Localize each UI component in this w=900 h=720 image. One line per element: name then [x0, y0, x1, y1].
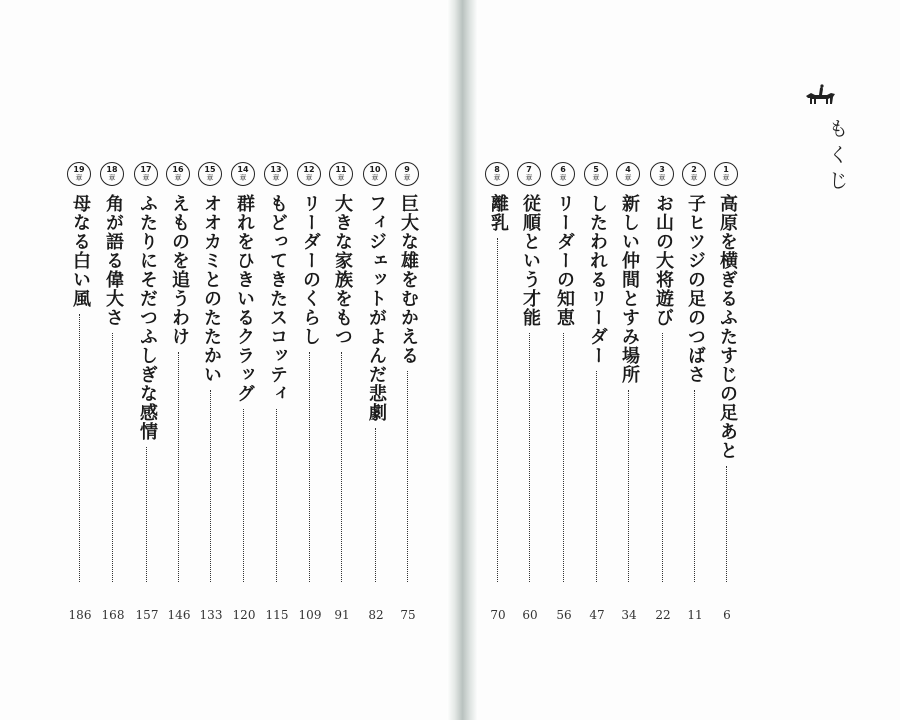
toc-entry[interactable]	[229, 162, 259, 622]
chapter-unit: 章	[239, 174, 247, 182]
chapter-unit: 章	[559, 174, 567, 182]
chapter-title: リーダーの知恵	[554, 194, 575, 327]
chapter-badge	[264, 162, 288, 186]
toc-entry[interactable]	[132, 162, 162, 622]
chapter-badge	[485, 162, 509, 186]
dot-leader	[276, 409, 277, 582]
page-number: 120	[232, 608, 256, 622]
toc-entry[interactable]	[65, 162, 95, 622]
chapter-badge	[714, 162, 738, 186]
book-gutter	[447, 0, 478, 720]
chapter-badge	[616, 162, 640, 186]
chapter-badge	[551, 162, 575, 186]
chapter-title: リーダーのくらし	[300, 194, 321, 346]
page-number: 115	[265, 608, 289, 622]
chapter-number: 4	[625, 165, 631, 174]
chapter-unit: 章	[108, 174, 116, 182]
chapter-number: 2	[691, 165, 697, 174]
chapter-number: 13	[270, 165, 282, 174]
toc-entry[interactable]	[196, 162, 226, 622]
chapter-title: 従順という才能	[520, 194, 541, 327]
chapter-unit: 章	[75, 174, 83, 182]
chapter-number: 10	[369, 165, 381, 174]
chapter-unit: 章	[493, 174, 501, 182]
chapter-title: オオカミとのたたかい	[201, 194, 222, 384]
toc-entry[interactable]	[393, 162, 423, 622]
contents-heading: もくじ	[825, 118, 849, 196]
dot-leader	[529, 333, 530, 582]
toc-entry[interactable]	[295, 162, 325, 622]
dot-leader	[628, 390, 629, 582]
dot-leader	[407, 371, 408, 582]
chapter-title: 高原を横ぎるふたすじの足あと	[717, 194, 738, 460]
page-number: 146	[167, 608, 191, 622]
chapter-number: 16	[172, 165, 184, 174]
chapter-title: 母なる白い風	[70, 194, 91, 308]
page-number: 168	[101, 608, 125, 622]
chapter-unit: 章	[722, 174, 730, 182]
chapter-unit: 章	[403, 174, 411, 182]
chapter-number: 9	[404, 165, 410, 174]
toc-entry[interactable]	[515, 162, 545, 622]
page-number: 109	[298, 608, 322, 622]
chapter-title: 群れをひきいるクラッグ	[234, 194, 255, 403]
dot-leader	[178, 352, 179, 582]
toc-entry[interactable]	[549, 162, 579, 622]
chapter-number: 18	[106, 165, 118, 174]
chapter-unit: 章	[206, 174, 214, 182]
dot-leader	[726, 466, 727, 582]
page-number: 60	[522, 608, 538, 622]
page-number: 34	[621, 608, 637, 622]
chapter-badge	[198, 162, 222, 186]
page-number: 75	[400, 608, 416, 622]
toc-entry[interactable]	[327, 162, 357, 622]
chapter-number: 1	[723, 165, 729, 174]
chapter-number: 19	[73, 165, 85, 174]
chapter-number: 7	[526, 165, 532, 174]
chapter-unit: 章	[174, 174, 182, 182]
toc-entry[interactable]	[712, 162, 742, 622]
chapter-number: 12	[303, 165, 315, 174]
chapter-badge	[363, 162, 387, 186]
toc-entry[interactable]	[483, 162, 513, 622]
chapter-title: 大きな家族をもつ	[332, 194, 353, 346]
chapter-badge	[231, 162, 255, 186]
chapter-title: 角が語る偉大さ	[103, 194, 124, 327]
chapter-unit: 章	[272, 174, 280, 182]
toc-entry[interactable]	[98, 162, 128, 622]
horse-rider-icon	[803, 84, 837, 114]
chapter-number: 14	[237, 165, 249, 174]
page-number: 6	[723, 608, 731, 622]
dot-leader	[112, 333, 113, 582]
chapter-badge	[166, 162, 190, 186]
dot-leader	[497, 238, 498, 582]
chapter-number: 15	[204, 165, 216, 174]
chapter-number: 5	[593, 165, 599, 174]
dot-leader	[210, 390, 211, 582]
chapter-unit: 章	[371, 174, 379, 182]
chapter-title: したわれるリーダー	[587, 194, 608, 365]
chapter-title: ふたりにそだつふしぎな感情	[137, 194, 158, 441]
chapter-title: 離乳	[488, 194, 509, 232]
dot-leader	[243, 409, 244, 582]
chapter-badge	[100, 162, 124, 186]
toc-entry[interactable]	[262, 162, 292, 622]
chapter-title: 新しい仲間とすみ場所	[619, 194, 640, 384]
chapter-badge	[682, 162, 706, 186]
chapter-unit: 章	[624, 174, 632, 182]
dot-leader	[694, 390, 695, 582]
chapter-number: 11	[335, 165, 347, 174]
page-number: 47	[589, 608, 605, 622]
page-number: 133	[199, 608, 223, 622]
chapter-title: フィジェットがよんだ悲劇	[366, 194, 387, 422]
chapter-unit: 章	[525, 174, 533, 182]
dot-leader	[563, 333, 564, 582]
chapter-number: 3	[659, 165, 665, 174]
chapter-unit: 章	[658, 174, 666, 182]
chapter-unit: 章	[690, 174, 698, 182]
toc-entry[interactable]	[648, 162, 678, 622]
chapter-title: えものを追うわけ	[169, 194, 190, 346]
chapter-unit: 章	[305, 174, 313, 182]
toc-entry[interactable]	[614, 162, 644, 622]
chapter-unit: 章	[592, 174, 600, 182]
page-number: 11	[687, 608, 703, 622]
dot-leader	[662, 333, 663, 582]
chapter-badge	[517, 162, 541, 186]
chapter-title: 巨大な雄をむかえる	[398, 194, 419, 365]
chapter-badge	[67, 162, 91, 186]
toc-entry[interactable]	[361, 162, 391, 622]
toc-entry[interactable]	[680, 162, 710, 622]
chapter-title: もどってきたスコッティ	[267, 194, 288, 403]
page-number: 186	[68, 608, 92, 622]
chapter-title: 子ヒツジの足のつばさ	[685, 194, 706, 384]
page-number: 82	[368, 608, 384, 622]
chapter-unit: 章	[337, 174, 345, 182]
page-number: 22	[655, 608, 671, 622]
dot-leader	[596, 371, 597, 582]
dot-leader	[79, 314, 80, 582]
chapter-badge	[134, 162, 158, 186]
chapter-badge	[395, 162, 419, 186]
chapter-badge	[584, 162, 608, 186]
chapter-badge	[297, 162, 321, 186]
page-number: 91	[334, 608, 350, 622]
chapter-unit: 章	[142, 174, 150, 182]
dot-leader	[146, 447, 147, 582]
chapter-badge	[329, 162, 353, 186]
dot-leader	[375, 428, 376, 582]
dot-leader	[341, 352, 342, 582]
chapter-number: 6	[560, 165, 566, 174]
toc-entry[interactable]	[582, 162, 612, 622]
chapter-number: 17	[140, 165, 152, 174]
chapter-badge	[650, 162, 674, 186]
dot-leader	[309, 352, 310, 582]
page-number: 56	[556, 608, 572, 622]
page-number: 157	[135, 608, 159, 622]
page-number: 70	[490, 608, 506, 622]
chapter-title: お山の大将遊び	[653, 194, 674, 327]
chapter-number: 8	[494, 165, 500, 174]
toc-entry[interactable]	[164, 162, 194, 622]
